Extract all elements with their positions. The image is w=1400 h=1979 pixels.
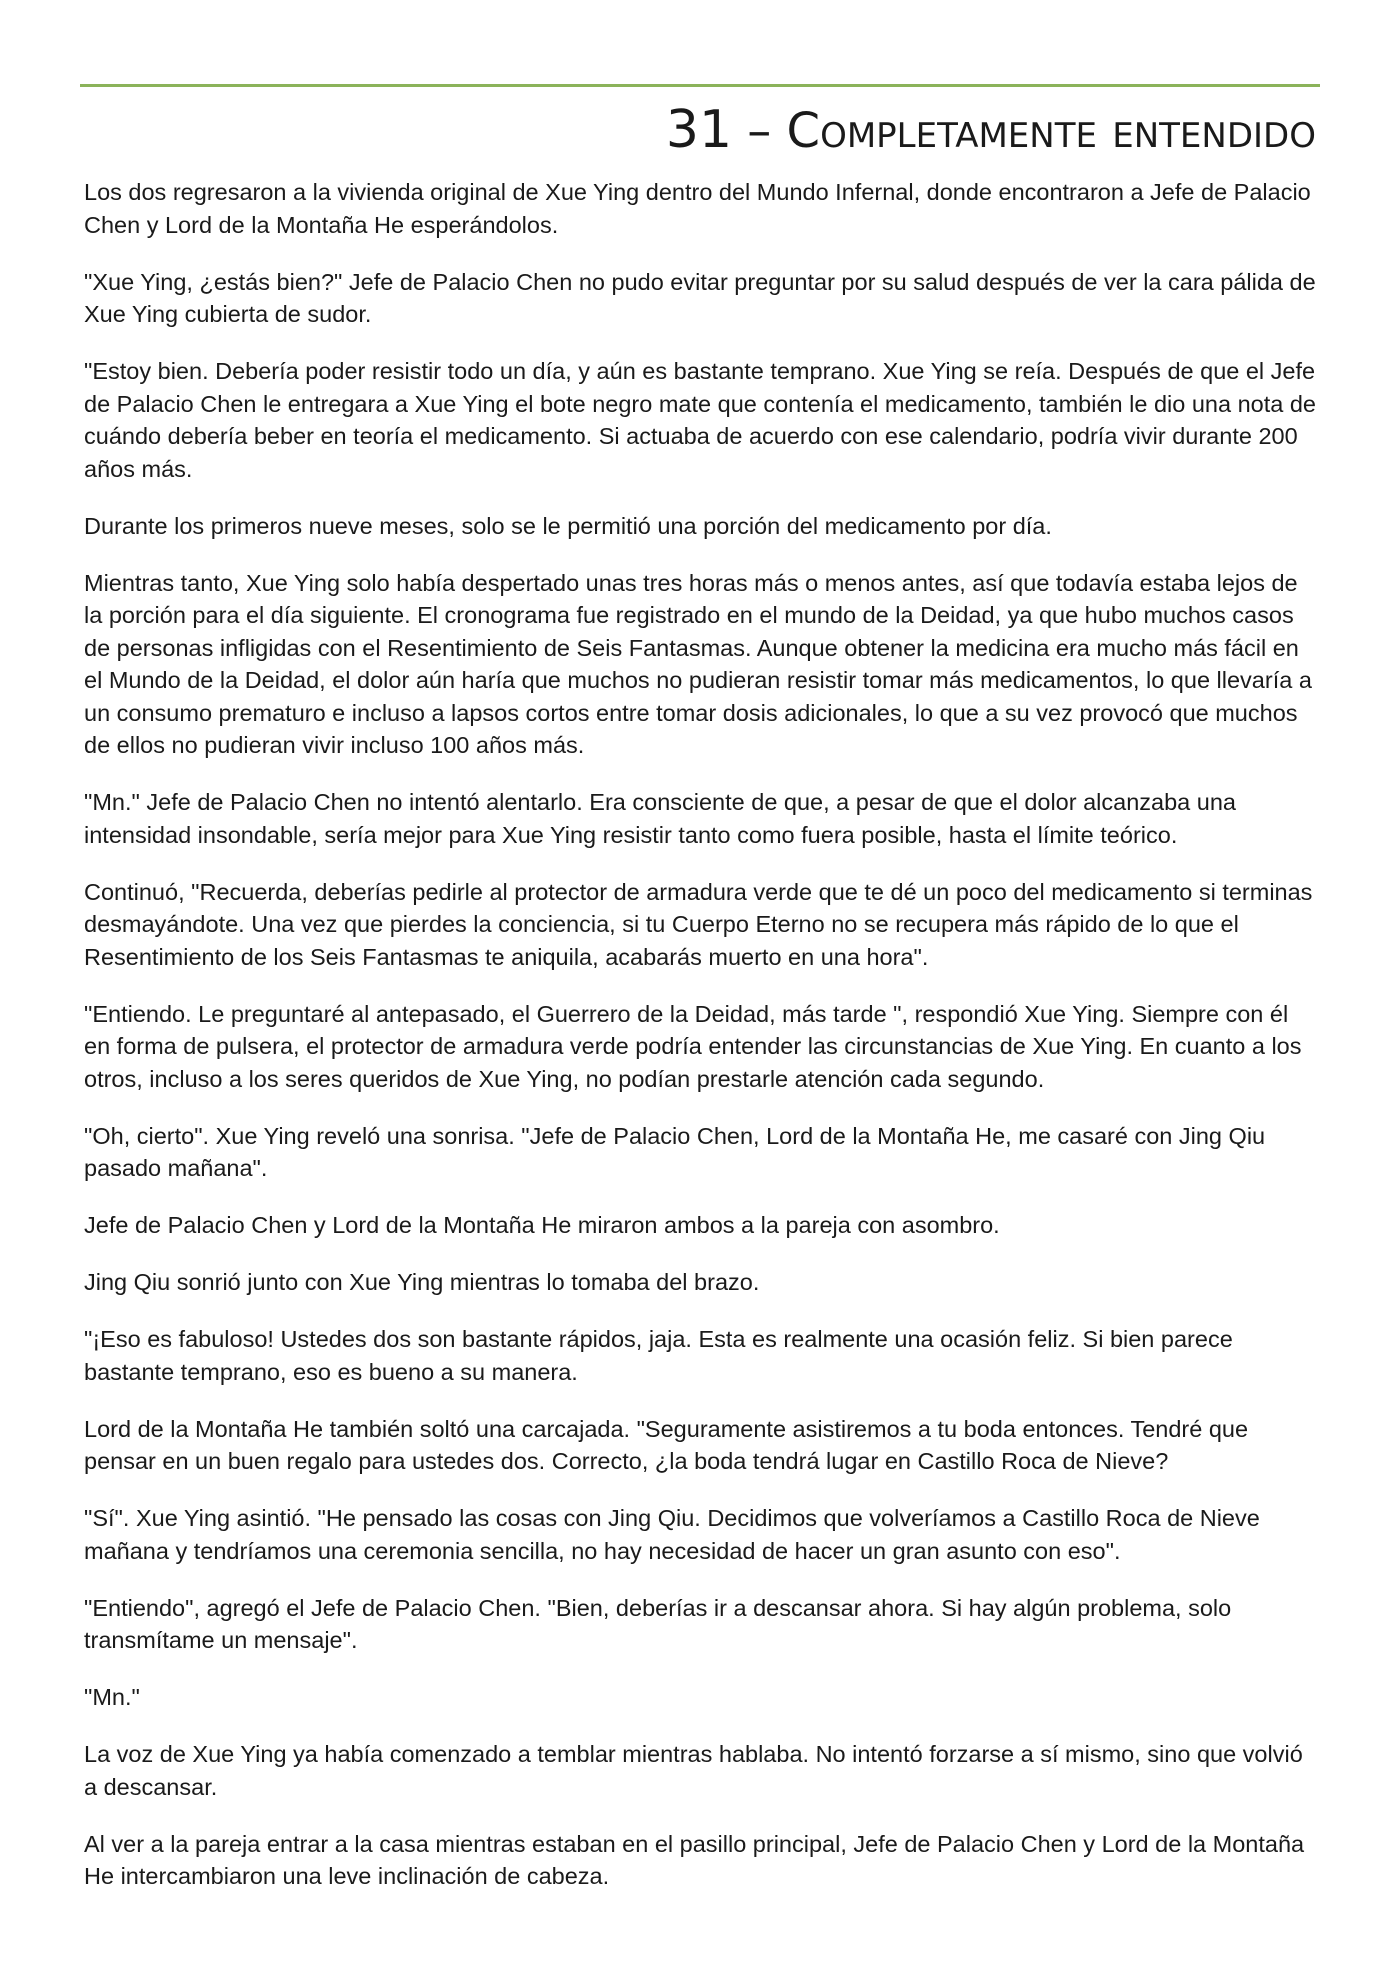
paragraph: La voz de Xue Ying ya había comenzado a temblar mientras hablaba. No intentó forzarse a sí mismo, sino que volvió a descansar. [84, 1741, 1303, 1800]
paragraph: Al ver a la pareja entrar a la casa mientras estaban en el pasillo principal, Jefe de Palacio Chen y Lord de la Montaña He intercambiaron una leve inclinación de cabeza. [84, 1830, 1305, 1889]
chapter-title-text: Completamente entendido [786, 103, 1316, 159]
paragraph: "Estoy bien. Debería poder resistir todo un día, y aún es bastante temprano. Xue Ying se reía. Después de que el Jefe de Palacio Chen le entregara a Xue Ying el bote negro mate que contenía el medicamento, también le dio una nota de cuándo debería beber en teoría el medicamento. Si actuaba de acuerdo con ese calendario, podría vivir durante 200 años más. [84, 358, 1316, 482]
paragraph: "Entiendo", agregó el Jefe de Palacio Chen. "Bien, deberías ir a descansar ahora. Si hay algún problema, solo transmítame un mensaje". [84, 1594, 1232, 1653]
header-rule [80, 84, 1320, 87]
paragraph: "Sí". Xue Ying asintió. "He pensado las cosas con Jing Qiu. Decidimos que volveríamos a Castillo Roca de Nieve mañana y tendríamos una ceremonia sencilla, no hay necesidad de hacer un gran asunto con eso". [84, 1505, 1260, 1564]
paragraph: Continuó, "Recuerda, deberías pedirle al protector de armadura verde que te dé un poco del medicamento si terminas desmayándote. Una vez que pierdes la conciencia, si tu Cuerpo Eterno no se recupera más rápido de lo que el Resentimiento de los Seis Fantasmas te aniquila, acabarás muerto en una hora". [84, 878, 1313, 970]
chapter-title [666, 92, 1316, 169]
paragraph: "Mn." Jefe de Palacio Chen no intentó alentarlo. Era consciente de que, a pesar de que el dolor alcanzaba una intensidad insondable, sería mejor para Xue Ying resistir tanto como fuera posible, hasta el límite teórico. [84, 789, 1236, 848]
paragraph: "¡Eso es fabuloso! Ustedes dos son bastante rápidos, jaja. Esta es realmente una ocasión feliz. Si bien parece bastante temprano, eso es bueno a su manera. [84, 1326, 1233, 1385]
paragraph: Lord de la Montaña He también soltó una carcajada. "Seguramente asistiremos a tu boda entonces. Tendré que pensar en un buen regalo para ustedes dos. Correcto, ¿la boda tendrá lugar en Castillo Roca de Nieve? [84, 1415, 1249, 1474]
chapter-body [84, 176, 1320, 1917]
paragraph: "Xue Ying, ¿estás bien?" Jefe de Palacio Chen no pudo evitar preguntar por su salud después de ver la cara pálida de Xue Ying cubierta de sudor. [84, 268, 1316, 327]
chapter-separator: – [732, 103, 787, 159]
paragraph: Mientras tanto, Xue Ying solo había despertado unas tres horas más o menos antes, así que todavía estaba lejos de la porción para el día siguiente. El cronograma fue registrado en el mundo de la Deidad, ya que hubo muchos casos de personas infligidas con el Resentimiento de Seis Fantasmas. Aunque obtener la medicina era mucho más fácil en el Mundo de la Deidad, el dolor aún haría que muchos no pudieran resistir tomar más medicamentos, lo que llevaría a un consumo prematuro e incluso a lapsos cortos entre tomar dosis adicionales, lo que a su vez provocó que muchos de ellos no pudieran vivir incluso 100 años más. [84, 569, 1312, 758]
paragraph: Durante los primeros nueve meses, solo se le permitió una porción del medicamento por día. [84, 512, 1052, 539]
paragraph: Jefe de Palacio Chen y Lord de la Montaña He miraron ambos a la pareja con asombro. [84, 1212, 1000, 1238]
paragraph: Jing Qiu sonrió junto con Xue Ying mientras lo tomaba del brazo. [84, 1269, 760, 1295]
chapter-number: 31 [665, 100, 733, 160]
paragraph: "Mn." [84, 1684, 140, 1710]
paragraph: "Entiendo. Le preguntaré al antepasado, el Guerrero de la Deidad, más tarde ", respondió Xue Ying. Siempre con él en forma de pulsera, el protector de armadura verde podría entender las circunstancias de Xue Ying. En cuanto a los otros, incluso a los seres queridos de Xue Ying, no podían prestarle atención cada segundo. [84, 1000, 1302, 1092]
paragraph: Los dos regresaron a la vivienda original de Xue Ying dentro del Mundo Infernal, donde encontraron a Jefe de Palacio Chen y Lord de la Montaña He esperándolos. [84, 179, 1311, 238]
paragraph: "Oh, cierto". Xue Ying reveló una sonrisa. "Jefe de Palacio Chen, Lord de la Montaña He, me casaré con Jing Qiu pasado mañana". [84, 1122, 1266, 1181]
